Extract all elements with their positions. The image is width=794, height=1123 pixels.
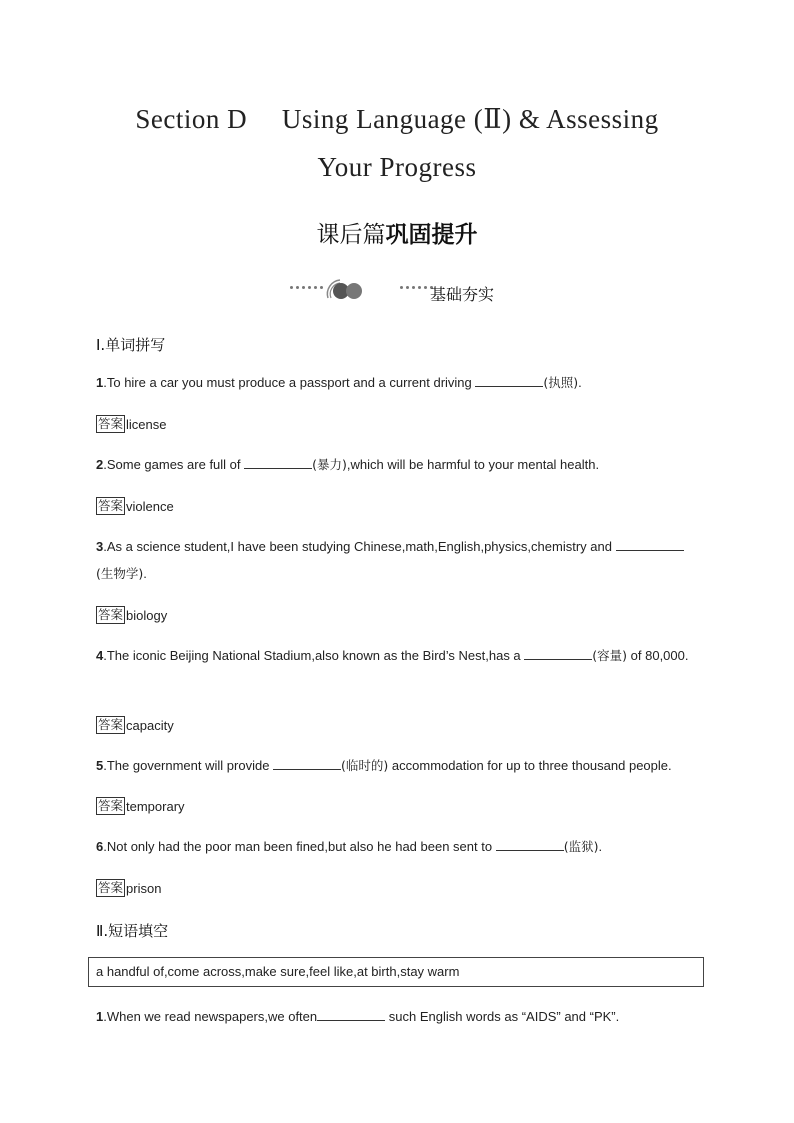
answer-blank — [273, 757, 341, 770]
section-heading-phrases: Ⅱ.短语填空 — [96, 922, 169, 940]
answer-2: 答案 violence — [98, 498, 174, 514]
question-5: 5.The government will provide (临时的) accommodation for up to three thousand people. — [96, 758, 672, 773]
dotted-leader-right — [400, 286, 433, 290]
subtitle — [0, 216, 794, 249]
answer-badge: 答案 — [98, 607, 124, 622]
answer-blank — [616, 538, 684, 551]
answer-4: 答案 capacity — [98, 717, 174, 733]
phrase-bank-box: a handful of,come across,make sure,feel like,at birth,stay warm — [88, 957, 704, 987]
phrase-question-1: 1.When we read newspapers,we often such English words as “AIDS” and “PK”. — [96, 1009, 620, 1024]
title-line-1: Section D Using Language (Ⅱ) & Assessing — [135, 104, 659, 134]
answer-blank — [244, 456, 312, 469]
answer-1: 答案 license — [98, 416, 167, 432]
title-line-2: Your Progress — [317, 152, 477, 182]
question-3: 3.As a science student,I have been studying Chinese,math,English,physics,chemistry and (生物学). — [96, 533, 696, 587]
answer-5: 答案 temporary — [98, 798, 185, 814]
question-2: 2.Some games are full of (暴力),which will be harmful to your mental health. — [96, 457, 600, 472]
subtitle-normal: 课后篇 — [316, 222, 386, 248]
section-banner — [288, 278, 528, 308]
answer-badge: 答案 — [98, 498, 124, 513]
banner-label: 基础夯实 — [430, 285, 495, 304]
question-1: 1.To hire a car you must produce a passport and a current driving (执照). — [96, 375, 582, 390]
answer-6: 答案 prison — [98, 880, 162, 896]
answer-blank — [524, 647, 592, 660]
answer-badge: 答案 — [98, 717, 124, 732]
answer-badge: 答案 — [98, 798, 124, 813]
double-circle-icon — [322, 274, 368, 304]
answer-blank — [496, 838, 564, 851]
section-heading-spelling: Ⅰ.单词拼写 — [96, 336, 166, 354]
answer-3: 答案 biology — [98, 607, 168, 623]
answer-blank — [475, 374, 543, 387]
dotted-leader-left — [290, 286, 323, 290]
answer-blank — [317, 1008, 385, 1021]
subtitle-bold: 巩固提升 — [385, 222, 478, 248]
answer-badge: 答案 — [98, 416, 124, 431]
question-4: 4.The iconic Beijing National Stadium,also known as the Bird’s Nest,has a (容量) of 80,000. — [96, 648, 689, 663]
answer-badge: 答案 — [98, 880, 124, 895]
question-6: 6.Not only had the poor man been fined,but also he had been sent to (监狱). — [96, 839, 603, 854]
